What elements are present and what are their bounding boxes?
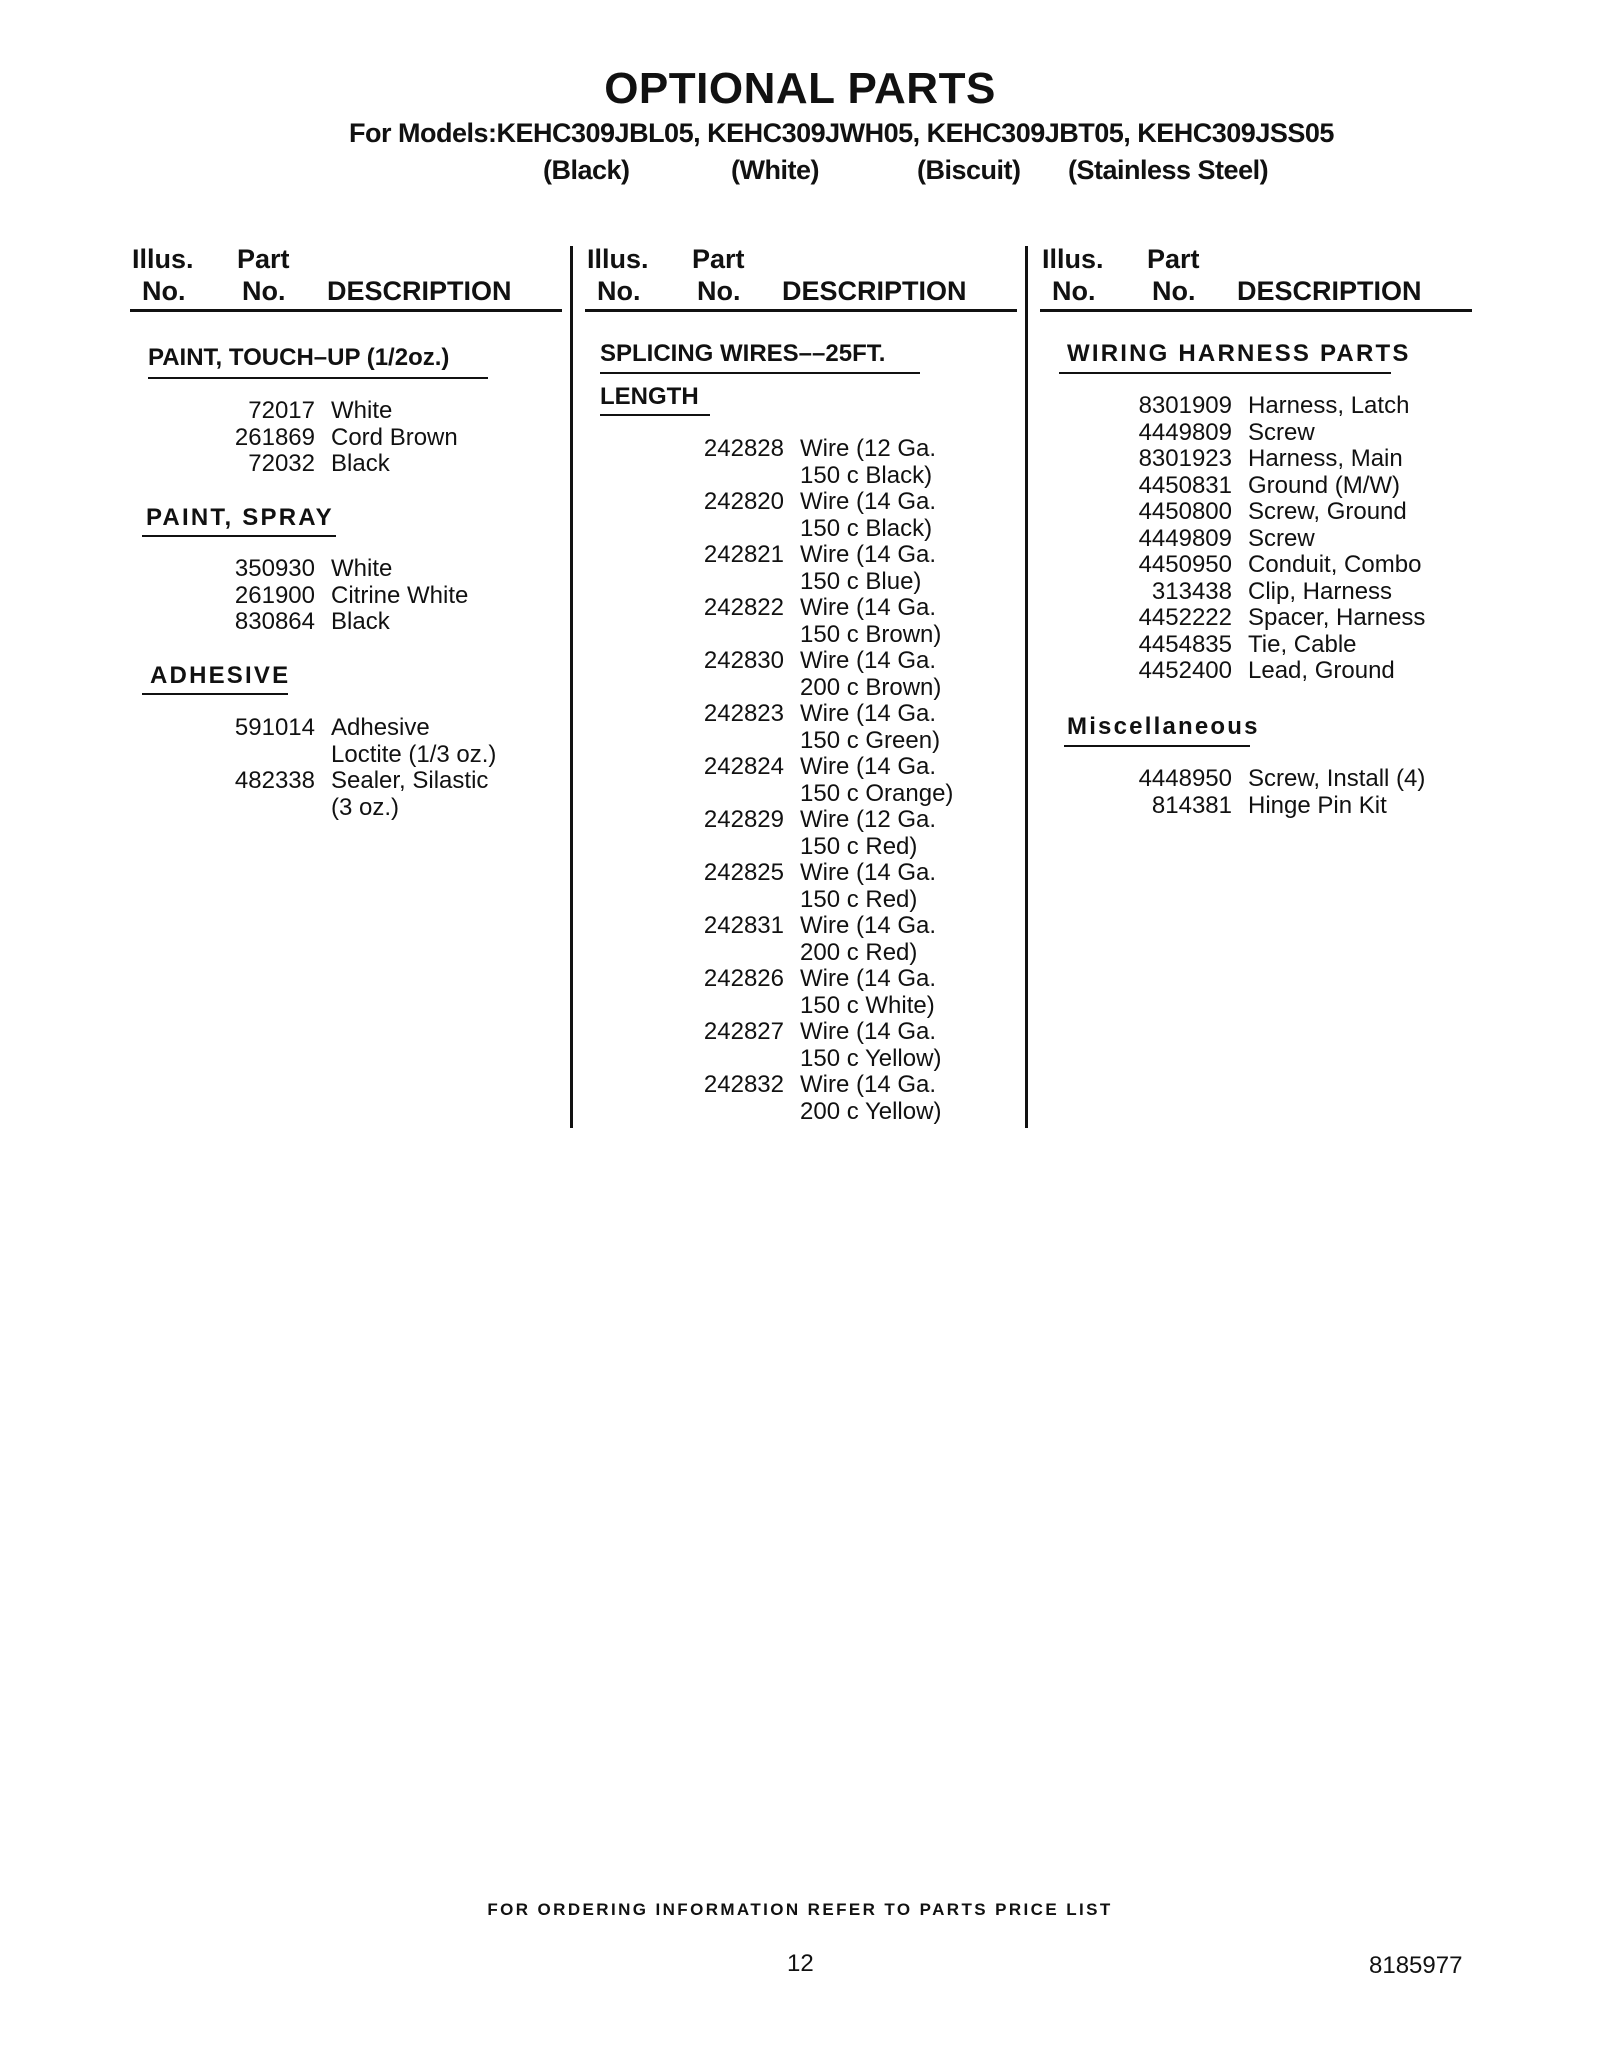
part-number: 4452222 bbox=[1138, 604, 1232, 631]
color-label-white: (White) bbox=[731, 155, 819, 185]
section-title-splicing-wires-line2: LENGTH bbox=[600, 383, 699, 410]
list-item bbox=[205, 768, 496, 795]
part-number: 830864 bbox=[234, 608, 315, 635]
part-number: 242825 bbox=[703, 859, 784, 886]
header-description: DESCRIPTION bbox=[1237, 276, 1422, 306]
part-description: Tie, Cable bbox=[1248, 630, 1357, 658]
part-description: Screw bbox=[1248, 418, 1315, 446]
header-part: Part bbox=[692, 244, 745, 274]
part-description: Wire (14 Ga. bbox=[800, 1071, 937, 1098]
part-description: White bbox=[331, 397, 393, 424]
color-label-biscuit: (Biscuit) bbox=[917, 155, 1021, 185]
section-rule bbox=[1064, 745, 1250, 747]
part-description: Wire (14 Ga. bbox=[800, 488, 937, 515]
part-description: 150 c Blue) bbox=[800, 567, 922, 595]
list-item bbox=[205, 715, 496, 742]
list-item bbox=[1118, 632, 1425, 659]
part-number: 242823 bbox=[703, 700, 784, 727]
header-part: Part bbox=[1147, 244, 1200, 274]
part-description: Wire (14 Ga. bbox=[800, 1018, 937, 1045]
list-item bbox=[680, 1099, 953, 1126]
list-item bbox=[680, 595, 953, 622]
section-items-splicing-wires bbox=[680, 436, 953, 1125]
part-number: 242831 bbox=[703, 912, 784, 939]
list-item bbox=[680, 860, 953, 887]
part-description: Loctite (1/3 oz.) bbox=[331, 740, 497, 768]
header-description: DESCRIPTION bbox=[782, 276, 967, 306]
list-item bbox=[205, 556, 468, 583]
part-number bbox=[680, 516, 784, 543]
section-rule bbox=[600, 372, 920, 374]
list-item bbox=[680, 887, 953, 914]
list-item bbox=[205, 795, 496, 822]
part-number bbox=[680, 887, 784, 914]
list-item bbox=[205, 742, 496, 769]
part-number bbox=[205, 742, 315, 769]
part-description: Wire (14 Ga. bbox=[800, 594, 937, 621]
page-number: 12 bbox=[787, 1950, 814, 1977]
section-items-miscellaneous bbox=[1118, 766, 1425, 819]
header-illus-no: No. bbox=[597, 276, 641, 306]
list-item bbox=[680, 1046, 953, 1073]
part-description: Harness, Main bbox=[1248, 445, 1403, 472]
part-number: 242828 bbox=[703, 435, 784, 462]
part-number bbox=[205, 795, 315, 822]
part-description: Black bbox=[331, 450, 390, 477]
part-number bbox=[680, 728, 784, 755]
part-number: 4448950 bbox=[1138, 765, 1232, 792]
part-number: 242820 bbox=[703, 488, 784, 515]
list-item bbox=[680, 940, 953, 967]
list-item bbox=[680, 569, 953, 596]
part-number: 4450800 bbox=[1138, 498, 1232, 525]
list-item bbox=[1118, 393, 1425, 420]
part-number: 8301909 bbox=[1138, 392, 1232, 419]
part-description: Wire (14 Ga. bbox=[800, 700, 937, 727]
list-item bbox=[680, 675, 953, 702]
part-description: Wire (14 Ga. bbox=[800, 647, 937, 674]
header-description: DESCRIPTION bbox=[327, 276, 512, 306]
section-items-paint-touch-up bbox=[205, 398, 458, 478]
part-number bbox=[680, 1046, 784, 1073]
document-number: 8185977 bbox=[1369, 1952, 1463, 1979]
list-item bbox=[680, 993, 953, 1020]
part-description: 150 c Red) bbox=[800, 832, 918, 860]
part-description: Wire (14 Ga. bbox=[800, 753, 937, 780]
part-description: 150 c Green) bbox=[800, 726, 941, 754]
header-part-no: No. bbox=[242, 276, 286, 306]
part-number: 4450831 bbox=[1138, 471, 1232, 499]
list-item bbox=[1118, 605, 1425, 632]
list-item bbox=[205, 398, 458, 425]
part-description: 150 c Red) bbox=[800, 885, 918, 913]
color-label-stainless-steel: (Stainless Steel) bbox=[1068, 155, 1269, 185]
part-description: Cord Brown bbox=[331, 423, 458, 451]
list-item bbox=[680, 1072, 953, 1099]
part-number: 4452400 bbox=[1138, 657, 1232, 684]
part-description: 150 c White) bbox=[800, 991, 935, 1019]
list-item bbox=[680, 754, 953, 781]
part-number: 482338 bbox=[234, 767, 315, 794]
section-title-miscellaneous: Miscellaneous bbox=[1067, 713, 1260, 740]
header-illus-no: No. bbox=[142, 276, 186, 306]
list-item bbox=[205, 425, 458, 452]
part-number: 261900 bbox=[234, 581, 315, 609]
part-number: 591014 bbox=[234, 714, 315, 741]
header-part: Part bbox=[237, 244, 290, 274]
part-description: Lead, Ground bbox=[1248, 657, 1395, 684]
part-description: 200 c Brown) bbox=[800, 673, 942, 701]
list-item bbox=[680, 648, 953, 675]
list-item bbox=[680, 436, 953, 463]
part-number: 8301923 bbox=[1138, 445, 1232, 472]
header-illus-no: No. bbox=[1052, 276, 1096, 306]
list-item bbox=[680, 542, 953, 569]
part-number: 814381 bbox=[1151, 791, 1232, 819]
header-rule bbox=[1040, 309, 1472, 312]
part-number: 350930 bbox=[234, 555, 315, 582]
part-description: Wire (14 Ga. bbox=[800, 859, 937, 886]
part-description: Wire (12 Ga. bbox=[800, 806, 937, 833]
part-number bbox=[680, 940, 784, 967]
page-title: OPTIONAL PARTS bbox=[604, 64, 996, 113]
section-rule bbox=[1059, 372, 1391, 374]
part-description: Wire (12 Ga. bbox=[800, 435, 937, 462]
list-item bbox=[680, 463, 953, 490]
part-number: 261869 bbox=[234, 423, 315, 451]
header-rule bbox=[130, 309, 562, 312]
header-illus: Illus. bbox=[1042, 244, 1104, 274]
part-description: 200 c Red) bbox=[800, 938, 918, 966]
part-description: Adhesive bbox=[331, 714, 430, 741]
part-description: 150 c Yellow) bbox=[800, 1044, 942, 1072]
part-description: Hinge Pin Kit bbox=[1248, 791, 1387, 819]
part-number bbox=[680, 675, 784, 702]
header-rule bbox=[585, 309, 1017, 312]
part-description: Harness, Latch bbox=[1248, 392, 1410, 419]
list-item bbox=[680, 489, 953, 516]
list-item bbox=[680, 516, 953, 543]
ordering-info-footer: FOR ORDERING INFORMATION REFER TO PARTS PRICE LIST bbox=[487, 1900, 1113, 1919]
part-description: 200 c Yellow) bbox=[800, 1097, 942, 1125]
part-number: 242832 bbox=[703, 1071, 784, 1098]
section-rule bbox=[600, 414, 710, 416]
part-description: Conduit, Combo bbox=[1248, 551, 1422, 578]
list-item bbox=[680, 807, 953, 834]
header-illus: Illus. bbox=[132, 244, 194, 274]
models-line: For Models:KEHC309JBL05, KEHC309JWH05, KEHC309JBT05, KEHC309JSS05 bbox=[349, 118, 1334, 148]
part-number: 242822 bbox=[703, 594, 784, 621]
part-description: Black bbox=[331, 608, 390, 635]
section-title-splicing-wires: SPLICING WIRES––25FT. bbox=[600, 340, 886, 367]
part-number bbox=[680, 993, 784, 1020]
part-number: 242829 bbox=[703, 806, 784, 833]
list-item bbox=[680, 834, 953, 861]
list-item bbox=[680, 701, 953, 728]
list-item bbox=[680, 728, 953, 755]
part-number: 72017 bbox=[248, 397, 315, 424]
section-title-paint-spray: PAINT, SPRAY bbox=[146, 504, 334, 531]
header-part-no: No. bbox=[1152, 276, 1196, 306]
list-item bbox=[1118, 658, 1425, 685]
list-item bbox=[1118, 420, 1425, 447]
list-item bbox=[680, 913, 953, 940]
list-item bbox=[1118, 579, 1425, 606]
part-description: Screw, Install (4) bbox=[1248, 765, 1426, 792]
part-number: 242821 bbox=[703, 541, 784, 568]
part-description: Wire (14 Ga. bbox=[800, 965, 937, 992]
part-number: 242827 bbox=[703, 1018, 784, 1045]
section-rule bbox=[142, 693, 288, 695]
section-title-paint-touch-up: PAINT, TOUCH–UP (1/2oz.) bbox=[148, 344, 450, 371]
header-part-no: No. bbox=[697, 276, 741, 306]
part-number bbox=[680, 834, 784, 861]
part-description: White bbox=[331, 555, 393, 582]
part-description: Sealer, Silastic bbox=[331, 767, 489, 794]
part-number: 242826 bbox=[703, 965, 784, 992]
part-description: Screw, Ground bbox=[1248, 498, 1407, 525]
part-number: 4450950 bbox=[1138, 551, 1232, 578]
part-number: 4449809 bbox=[1138, 524, 1232, 552]
part-number: 242824 bbox=[703, 753, 784, 780]
section-items-paint-spray bbox=[205, 556, 468, 636]
header-illus: Illus. bbox=[587, 244, 649, 274]
section-items-wiring-harness bbox=[1118, 393, 1425, 685]
list-item bbox=[1118, 526, 1425, 553]
list-item bbox=[680, 781, 953, 808]
part-description: 150 c Brown) bbox=[800, 620, 942, 648]
part-description: Wire (14 Ga. bbox=[800, 541, 937, 568]
part-description: 150 c Black) bbox=[800, 514, 933, 542]
list-item bbox=[1118, 499, 1425, 526]
part-description: Citrine White bbox=[331, 581, 469, 609]
part-number: 4454835 bbox=[1138, 630, 1232, 658]
list-item bbox=[205, 451, 458, 478]
list-item bbox=[680, 622, 953, 649]
list-item bbox=[1118, 552, 1425, 579]
part-number: 72032 bbox=[248, 450, 315, 477]
list-item bbox=[680, 966, 953, 993]
part-number bbox=[680, 463, 784, 490]
part-number bbox=[680, 569, 784, 596]
part-description: Spacer, Harness bbox=[1248, 604, 1426, 631]
list-item bbox=[1118, 473, 1425, 500]
part-number bbox=[680, 781, 784, 808]
list-item bbox=[1118, 446, 1425, 473]
list-item bbox=[1118, 793, 1425, 820]
list-item bbox=[1118, 766, 1425, 793]
part-description: 150 c Orange) bbox=[800, 779, 954, 807]
list-item bbox=[205, 583, 468, 610]
part-number: 242830 bbox=[703, 647, 784, 674]
list-item bbox=[205, 609, 468, 636]
part-number bbox=[680, 1099, 784, 1126]
section-title-adhesive: ADHESIVE bbox=[150, 662, 291, 689]
list-item bbox=[680, 1019, 953, 1046]
part-number: 4449809 bbox=[1138, 418, 1232, 446]
section-rule bbox=[148, 377, 488, 379]
section-items-adhesive bbox=[205, 715, 496, 821]
part-description: Ground (M/W) bbox=[1248, 471, 1401, 499]
section-rule bbox=[142, 535, 336, 537]
column-divider bbox=[570, 246, 573, 1128]
column-divider bbox=[1025, 246, 1028, 1128]
section-title-wiring-harness-parts: WIRING HARNESS PARTS bbox=[1067, 340, 1411, 367]
part-description: Wire (14 Ga. bbox=[800, 912, 937, 939]
part-description: (3 oz.) bbox=[331, 793, 400, 821]
color-label-black: (Black) bbox=[543, 155, 630, 185]
part-description: Clip, Harness bbox=[1248, 577, 1393, 605]
part-description: 150 c Black) bbox=[800, 461, 933, 489]
part-description: Screw bbox=[1248, 524, 1315, 552]
part-number: 313438 bbox=[1151, 577, 1232, 605]
part-number bbox=[680, 622, 784, 649]
